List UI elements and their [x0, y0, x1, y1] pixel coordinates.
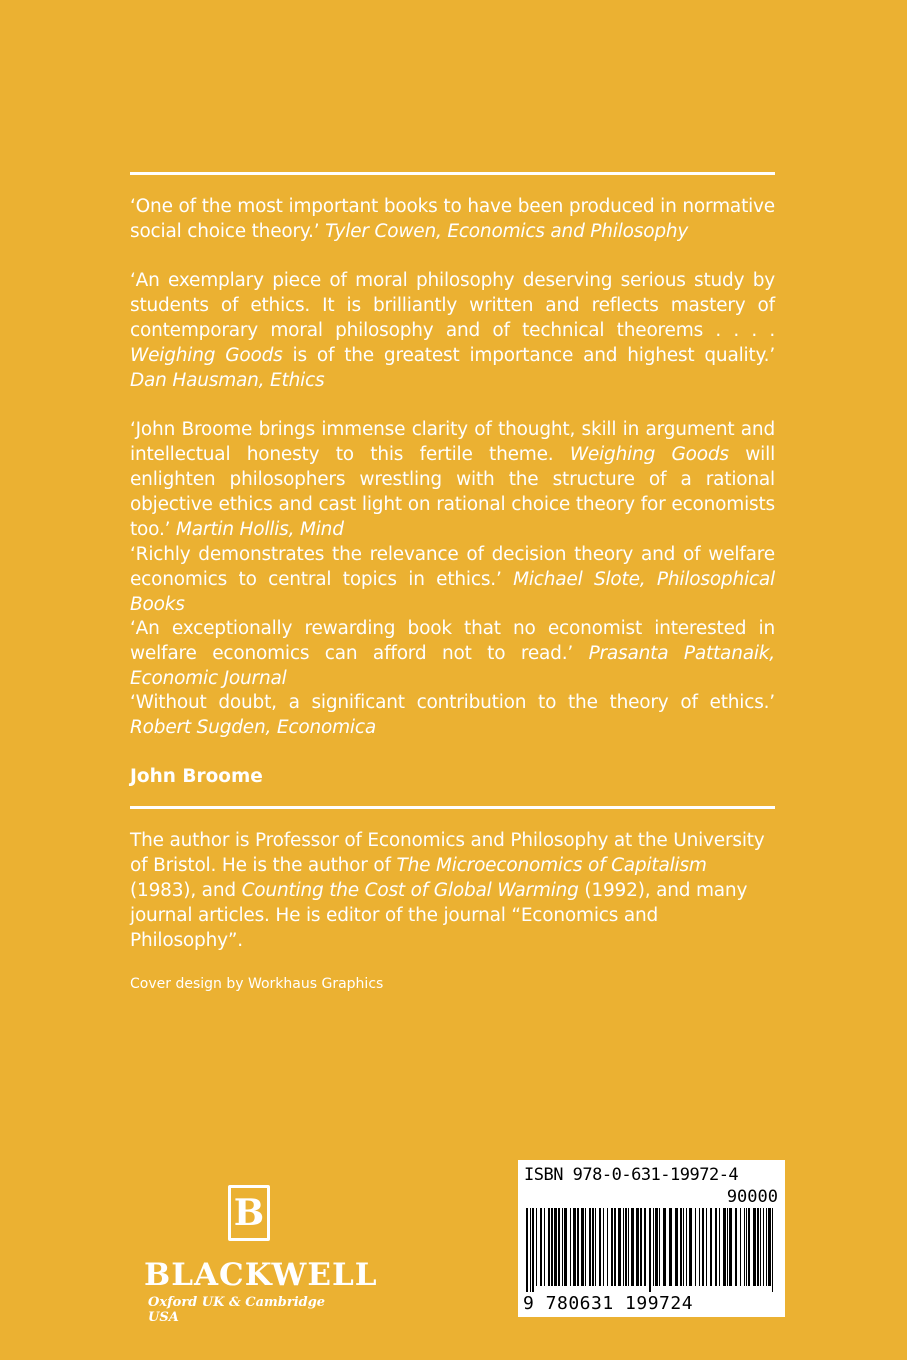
barcode-bars-icon [524, 1208, 779, 1292]
barcode-bar [581, 1208, 584, 1286]
review-quote [130, 542, 775, 617]
text-segment: The author is Professor of Economics and Philosophy at the University of Bristol. He is the author of [130, 830, 765, 876]
barcode-bar [570, 1208, 571, 1286]
barcode-bar [649, 1208, 651, 1292]
italic-text: Martin Hollis, Mind [176, 519, 344, 540]
barcode-bar [748, 1208, 750, 1286]
italic-text: Counting the Cost of Global Warming [241, 880, 579, 901]
author-name: John Broome [130, 766, 263, 787]
barcode-bar [577, 1208, 579, 1286]
publisher-name: BLACKWELL [144, 1257, 378, 1293]
barcode-bar [710, 1208, 712, 1286]
publisher-locations: Oxford UK & Cambridge USA [148, 1295, 326, 1325]
barcode-bar [551, 1208, 553, 1286]
barcode-bar [603, 1208, 604, 1286]
barcode-bar [729, 1208, 732, 1286]
text-segment: (1983), and [130, 880, 242, 901]
barcode-bar [727, 1208, 728, 1286]
italic-text: Weighing Goods [130, 345, 283, 366]
barcode-bar [532, 1208, 534, 1292]
text-segment: will enlighten philosophers wrestling with the structure of a rational objective ethics and cast light on rational choice theory for economists too.’ [130, 444, 776, 540]
barcode-bar [628, 1208, 629, 1286]
barcode-bar [618, 1208, 621, 1286]
barcode-bar [753, 1208, 756, 1286]
barcode-bar [659, 1208, 660, 1286]
barcode-bar [653, 1208, 654, 1286]
barcode-bar [526, 1208, 528, 1292]
barcode-bar [631, 1208, 634, 1286]
review-quote [130, 268, 775, 393]
barcode-bar [636, 1208, 639, 1286]
barcode-bar [640, 1208, 642, 1286]
publisher-logo [140, 1185, 378, 1325]
barcode-bar [540, 1208, 542, 1286]
barcode-bar [625, 1208, 627, 1286]
barcode-bar [530, 1208, 531, 1292]
barcode-bar [715, 1208, 717, 1286]
text-segment: ‘One of the most important books to have been produced in normative social choice theory.’ [130, 196, 775, 242]
isbn-barcode [518, 1160, 785, 1317]
barcode-digits: 9 780631 199724 [523, 1293, 694, 1314]
barcode-bar [695, 1208, 696, 1286]
barcode-bar [680, 1208, 682, 1286]
barcode-bar [719, 1208, 720, 1286]
barcode-bar [768, 1208, 771, 1286]
barcode-bar [548, 1208, 550, 1286]
barcode-bar [585, 1208, 586, 1286]
text-segment: is of the greatest importance and highest quality.’ [282, 345, 776, 366]
top-divider [130, 172, 775, 175]
italic-text: Robert Sugden, Economica [130, 717, 376, 738]
italic-text: The Microeconomics of Capitalism [396, 855, 707, 876]
barcode-bar [614, 1208, 616, 1286]
barcode-bar [757, 1208, 759, 1286]
author-divider [130, 806, 775, 809]
barcode-bar [706, 1208, 707, 1286]
barcode-bar [623, 1208, 624, 1286]
barcode-bar [766, 1208, 767, 1286]
review-quote [130, 417, 775, 542]
review-quote [130, 616, 775, 691]
review-quote [130, 194, 775, 244]
barcode-bar [595, 1208, 596, 1286]
barcode-bar [683, 1208, 684, 1286]
italic-text: Michael Slote, Philosophical Books [130, 569, 775, 615]
barcode-bar [735, 1208, 737, 1286]
italic-text: Prasanta Pattanaik, Economic Journal [130, 643, 775, 689]
barcode-bar [746, 1208, 747, 1286]
barcode-bar [655, 1208, 658, 1286]
barcode-bar [689, 1208, 692, 1286]
barcode-bar [564, 1208, 567, 1286]
text-segment: (1992), and many journal articles. He is editor of the journal “Economics and Philosophy”. [130, 880, 748, 951]
text-segment: ‘Richly demonstrates the relevance of decision theory and of welfare economics to central topics in ethics.’ [130, 544, 775, 590]
barcode-bar [702, 1208, 704, 1286]
barcode-bar [562, 1208, 563, 1286]
barcode-bar [592, 1208, 594, 1286]
barcode-bar [669, 1208, 672, 1286]
barcode-bar [760, 1208, 761, 1286]
italic-text: Weighing Goods [569, 444, 729, 465]
barcode-bar [723, 1208, 726, 1286]
barcode-bar [554, 1208, 557, 1286]
text-segment: ‘An exemplary piece of moral philosophy deserving serious study by students of ethics. It is brilliantly written and reflects mastery of contemporary moral philosophy and of technical theorems . . . . [130, 270, 775, 341]
barcode-bar [611, 1208, 613, 1286]
text-segment: ‘Without doubt, a significant contribution to the theory of ethics.’ [130, 692, 775, 713]
author-bio [130, 828, 775, 953]
publisher-crest-icon [228, 1185, 270, 1241]
isbn-label: ISBN 978-0-631-19972-4 [524, 1165, 739, 1185]
barcode-bar [699, 1208, 700, 1286]
barcode-bar [544, 1208, 545, 1286]
text-segment: ‘An exceptionally rewarding book that no economist interested in welfare economics can afford not to read.’ [130, 618, 775, 664]
cover-credit: Cover design by Workhaus Graphics [130, 976, 384, 992]
italic-text: Dan Hausman, Ethics [130, 370, 325, 391]
barcode-bar [772, 1208, 773, 1292]
barcode-bar [644, 1208, 646, 1286]
italic-text: Tyler Cowen, Economics and Philosophy [325, 221, 689, 242]
barcode-bar [763, 1208, 764, 1286]
barcode-bar [573, 1208, 576, 1286]
barcode-bar [686, 1208, 687, 1286]
barcode-bar [536, 1208, 537, 1286]
barcode-bar [558, 1208, 560, 1286]
barcode-bar [599, 1208, 601, 1286]
barcode-bar [663, 1208, 666, 1286]
price-code: 90000 [726, 1187, 778, 1207]
barcode-bar [675, 1208, 678, 1286]
barcode-bar [744, 1208, 745, 1286]
crest-letter: B [233, 1192, 265, 1234]
text-segment: ‘John Broome brings immense clarity of thought, skill in argument and intellectual honesty to this fertile theme. [130, 419, 775, 465]
barcode-bar [589, 1208, 591, 1286]
barcode-bar [607, 1208, 608, 1286]
review-quote [130, 690, 775, 740]
barcode-bar [740, 1208, 741, 1286]
